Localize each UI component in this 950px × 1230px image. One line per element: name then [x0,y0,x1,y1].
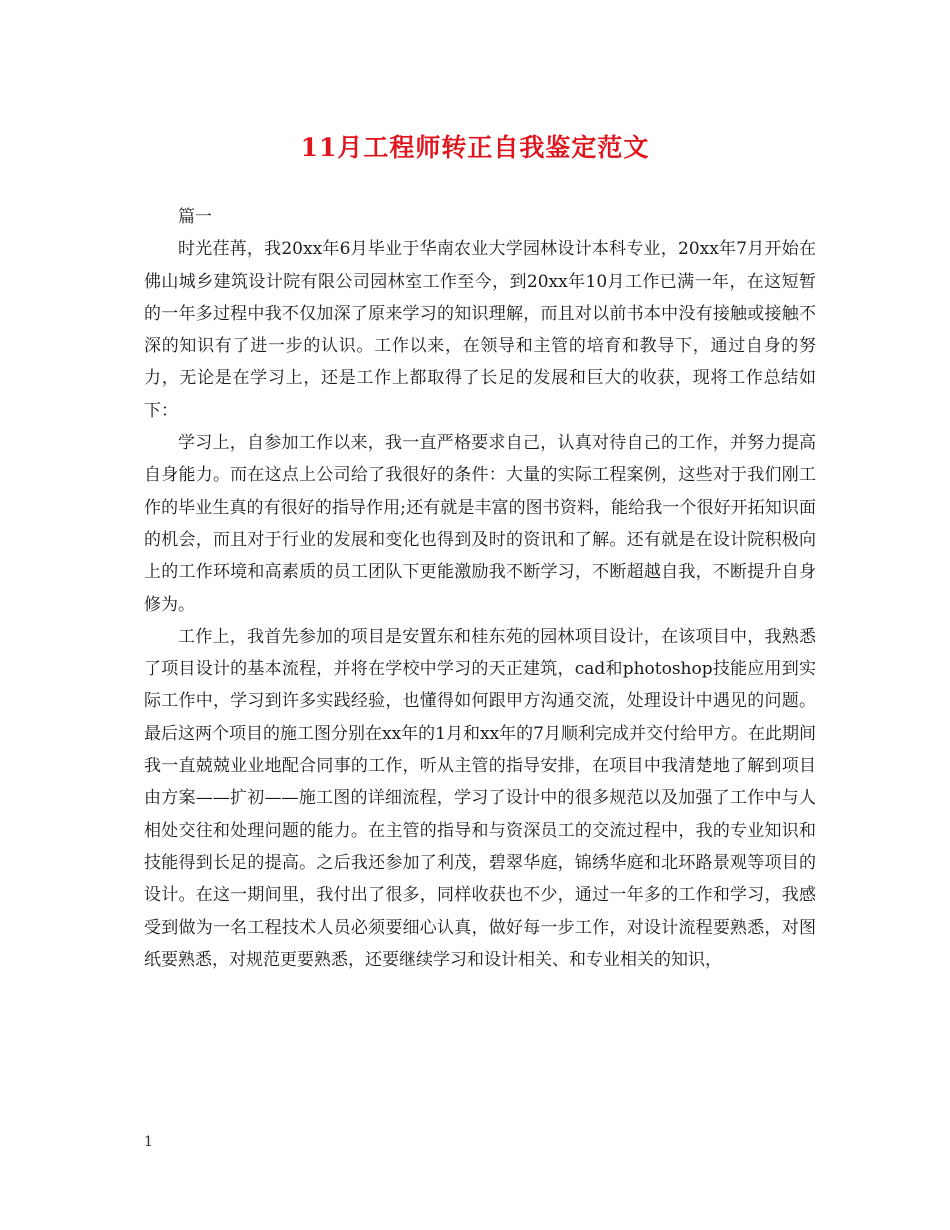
page-number: 1 [144,1134,153,1150]
document-body [144,201,816,976]
document-title: 11月工程师转正自我鉴定范文 [300,133,650,162]
paragraph-intro: 时光荏苒，我20xx年6月毕业于华南农业大学园林设计本科专业，20xx年7月开始在佛山城乡建筑设计院有限公司园林室工作至今，到20xx年10月工作已满一年，在这短暂的一年多过程中我不仅加深了原来学习的知识理解，而且对以前书本中没有接触或接触不深的知识有了进一步的认识。工作以来，在领导和主管的培育和教导下，通过自身的努力，无论是在学习上，还是工作上都取得了长足的发展和巨大的收获，现将工作总结如下： [144,239,816,421]
paragraph-work: 工作上，我首先参加的项目是安置东和桂东苑的园林项目设计，在该项目中，我熟悉了项目设计的基本流程，并将在学校中学习的天正建筑，cad和photoshop技能应用到实际工作中，学习到许多实践经验，也懂得如何跟甲方沟通交流，处理设计中遇见的问题。最后这两个项目的施工图分别在xx年的1月和xx年的7月顺利完成并交付给甲方。在此期间我一直兢兢业业地配合同事的工作，听从主管的指导安排，在项目中我清楚地了解到项目由方案——扩初——施工图的详细流程，学习了设计中的很多规范以及加强了工作中与人相处交往和处理问题的能力。在主管的指导和与资深员工的交流过程中，我的专业知识和技能得到长足的提高。之后我还参加了利茂，碧翠华庭，锦绣华庭和北环路景观等项目的设计。在这一期间里，我付出了很多，同样收获也不少，通过一年多的工作和学习，我感受到做为一名工程技术人员必须要细心认真，做好每一步工作，对设计流程要熟悉，对图纸要熟悉，对规范更要熟悉，还要继续学习和设计相关、和专业相关的知识， [144,626,816,970]
paragraph-study: 学习上，自参加工作以来，我一直严格要求自己，认真对待自己的工作，并努力提高自身能力。而在这点上公司给了我很好的条件：大量的实际工程案例，这些对于我们刚工作的毕业生真的有很好的指导作用;还有就是丰富的图书资料，能给我一个很好开拓知识面的机会，而且对于行业的发展和变化也得到及时的资讯和了解。还有就是在设计院积极向上的工作环境和高素质的员工团队下更能激励我不断学习，不断超越自我，不断提升自身修为。 [144,433,816,615]
section-label: 篇一 [178,207,212,227]
